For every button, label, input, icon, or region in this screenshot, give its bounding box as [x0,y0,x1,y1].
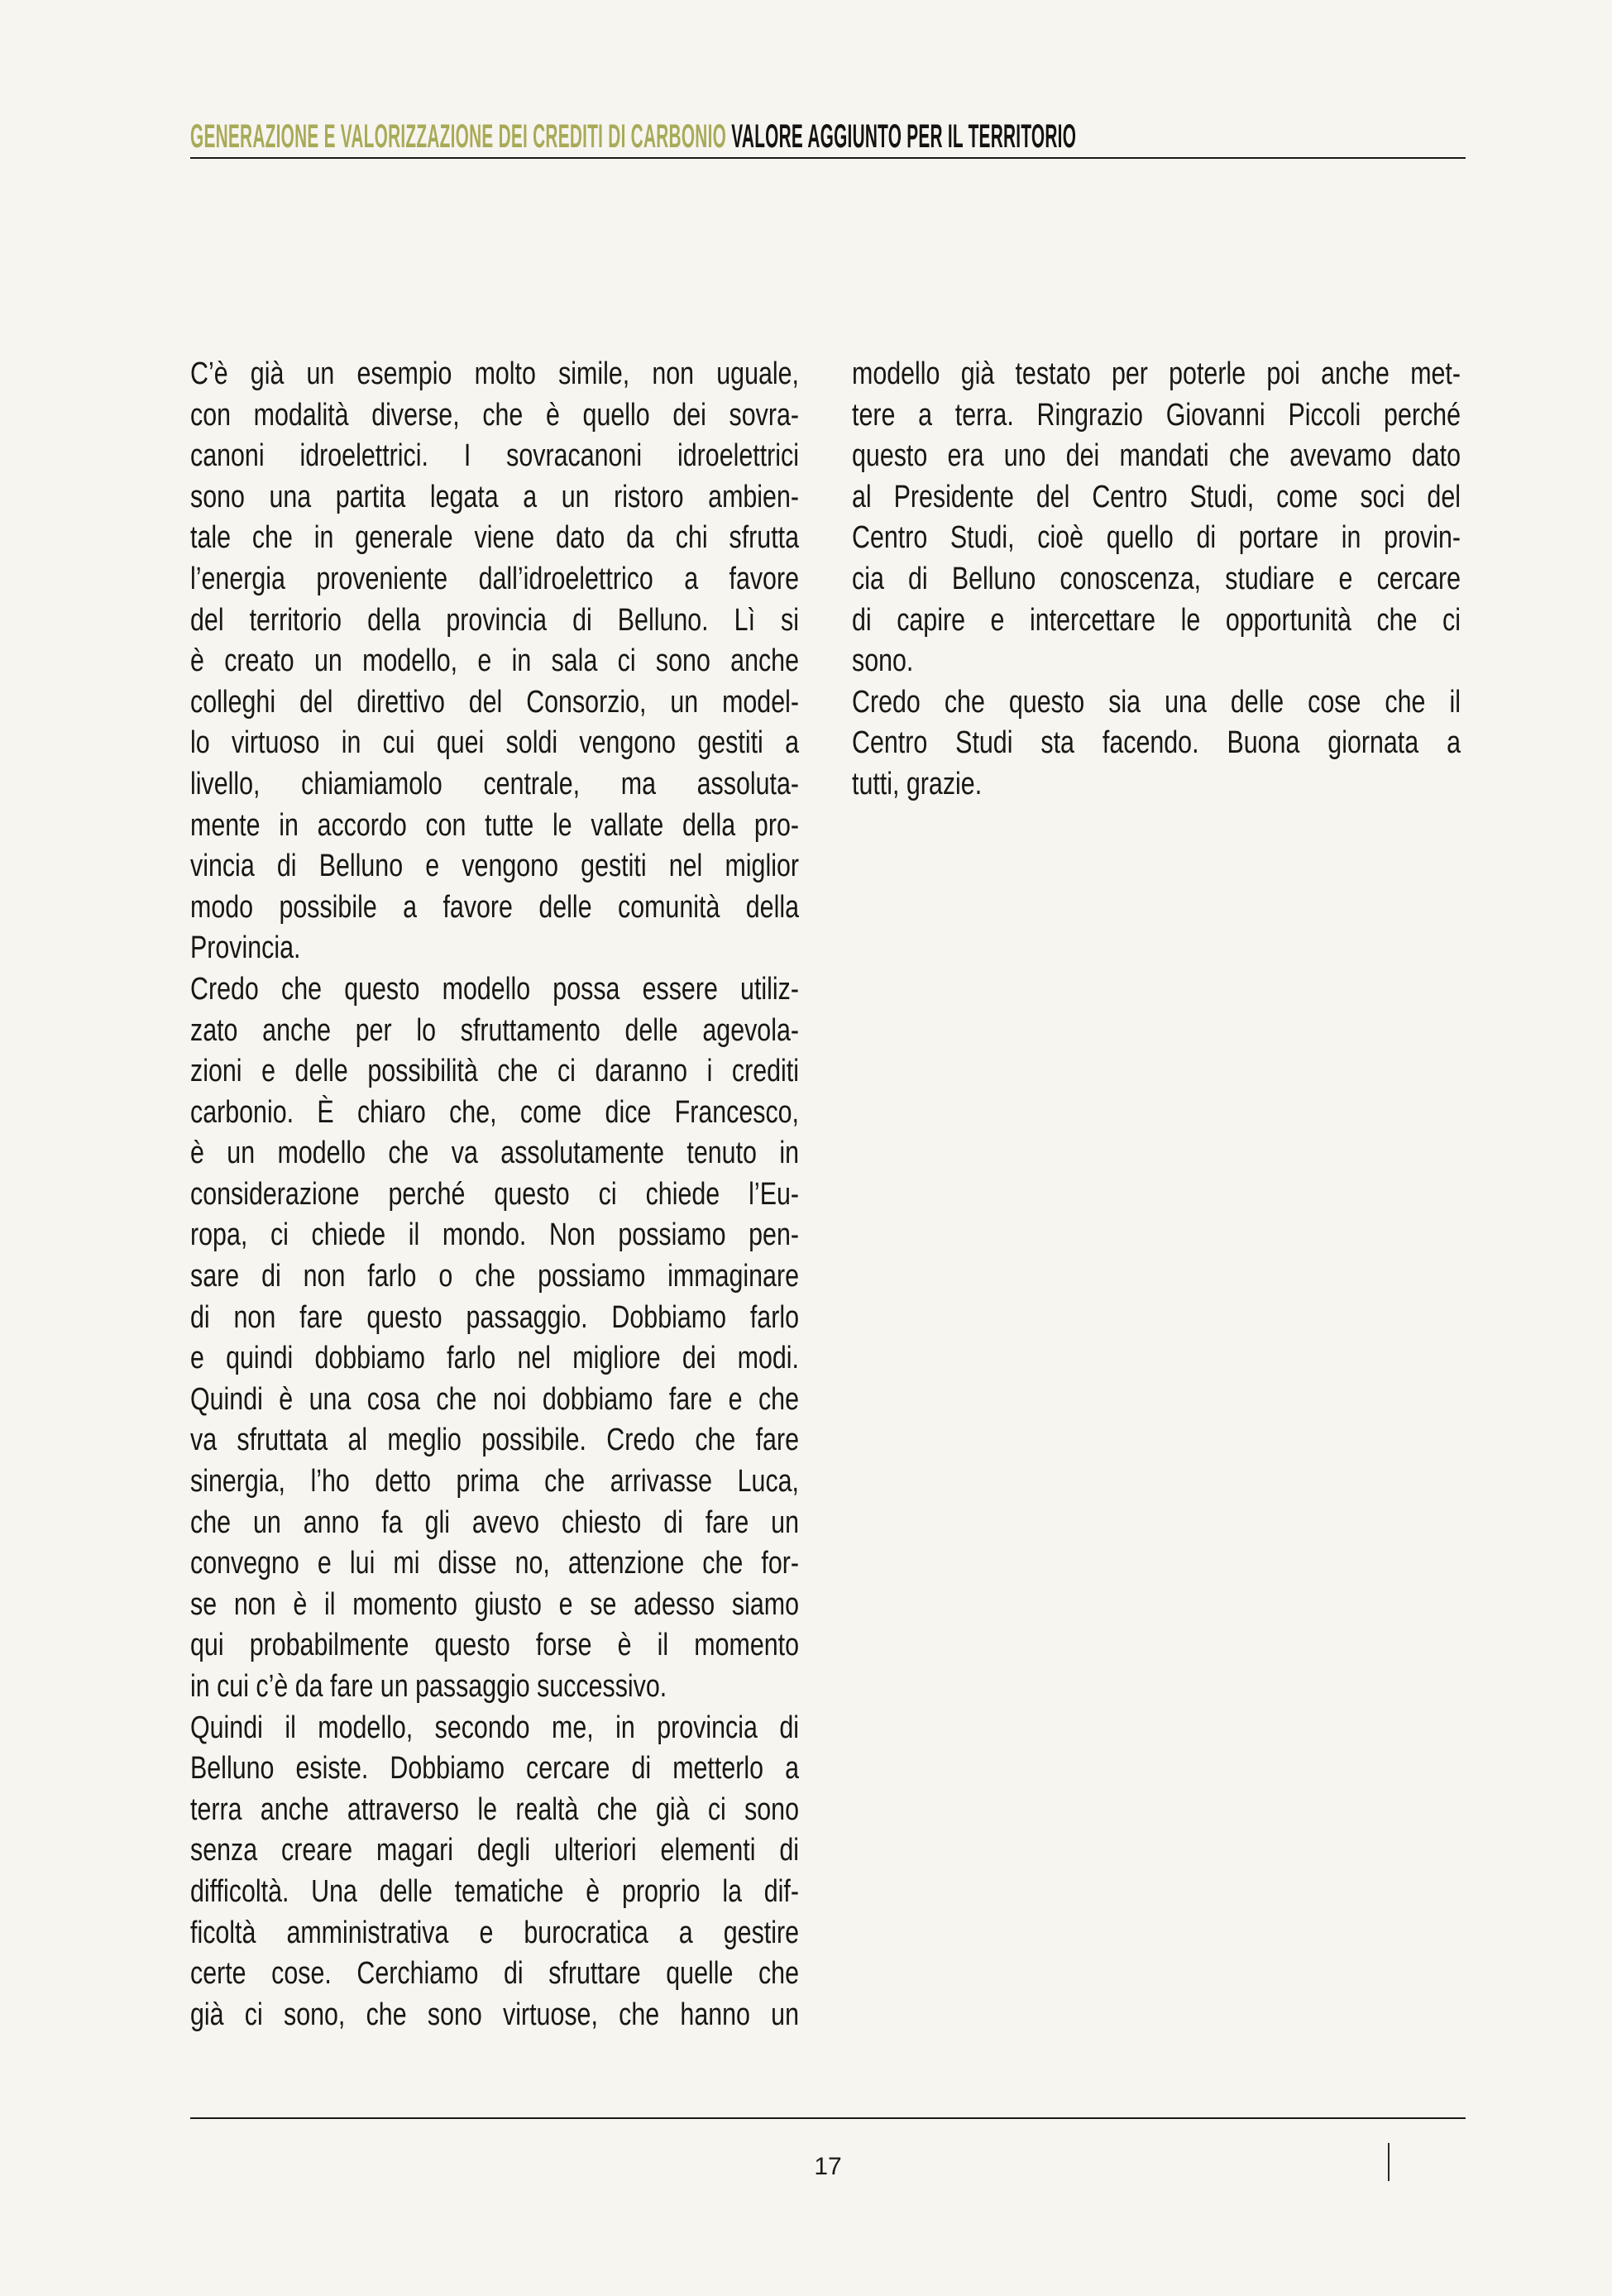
text-line: questo era uno dei mandati che avevamo dato [852,438,1461,474]
text-line: che un anno fa gli avevo chiesto di fare un [190,1504,799,1540]
text-line: se non è il momento giusto e se adesso siamo [190,1586,799,1622]
text-line: è creato un modello, e in sala ci sono anche [190,643,799,679]
text-line: di non fare questo passaggio. Dobbiamo farlo [190,1299,799,1335]
text-line: qui probabilmente questo forse è il momento [190,1628,799,1663]
text-line: Centro Studi, cioè quello di portare in provin- [852,520,1461,556]
text-line: Credo che questo modello possa essere utiliz- [190,971,799,1007]
text-line: va sfruttata al meglio possibile. Credo che fare [190,1423,799,1458]
text-line: del territorio della provincia di Belluno. Lì si [190,602,799,638]
running-header [190,120,1076,153]
text-line: canoni idroelettrici. I sovracanoni idroelettrici [190,438,799,474]
text-line: sinergia, l’ho detto prima che arrivasse Luca, [190,1464,799,1500]
text-line: sono una partita legata a un ristoro ambien- [190,479,799,514]
text-line: sare di non farlo o che possiamo immaginare [190,1259,799,1294]
text-line: in cui c’è da fare un passaggio successivo. [190,1669,667,1704]
text-line: vincia di Belluno e vengono gestiti nel miglior [190,849,799,884]
text-line: è un modello che va assolutamente tenuto in [190,1136,799,1171]
text-line: carbonio. È chiaro che, come dice Francesco, [190,1094,799,1130]
text-line: zioni e delle possibilità che ci daranno i crediti [190,1054,799,1089]
footer-tick-mark [1388,2143,1390,2181]
text-line: Provincia. [190,930,301,966]
text-line: senza creare magari degli ulteriori elementi di [190,1833,799,1868]
text-line: ficoltà amministrativa e burocratica a gestire [190,1915,799,1950]
text-line: Quindi il modello, secondo me, in provincia di [190,1710,799,1745]
text-line: terra anche attraverso le realtà che già ci sono [190,1791,799,1827]
text-line: di capire e intercettare le opportunità che ci [852,602,1461,638]
page-number: 17 [814,2153,842,2180]
text-line: convegno e lui mi disse no, attenzione che for- [190,1546,799,1581]
text-line: modo possibile a favore delle comunità della [190,889,799,925]
text-line: e quindi dobbiamo farlo nel migliore dei modi. [190,1341,799,1376]
header-rule [190,157,1466,159]
text-line: cia di Belluno conoscenza, studiare e cercare [852,561,1461,596]
text-line: livello, chiamiamolo centrale, ma assoluta- [190,766,799,801]
text-line: Centro Studi sta facendo. Buona giornata a [852,725,1461,761]
text-column-right [852,354,1461,806]
text-line: l’energia proveniente dall’idroelettrico a favore [190,561,799,596]
text-line: C’è già un esempio molto simile, non uguale, [190,356,799,391]
text-line: zato anche per lo sfruttamento delle agevola- [190,1012,799,1048]
text-line: lo virtuoso in cui quei soldi vengono gestiti a [190,725,799,761]
text-line: sono. [852,643,914,679]
text-line: mente in accordo con tutte le vallate della pro- [190,807,799,843]
text-line: difficoltà. Una delle tematiche è proprio la dif- [190,1873,799,1909]
text-line: tale che in generale viene dato da chi sfrutta [190,520,799,556]
text-line: Quindi è una cosa che noi dobbiamo fare e che [190,1381,799,1417]
text-line: tere a terra. Ringrazio Giovanni Piccoli perché [852,397,1461,433]
text-line: tutti, grazie. [852,766,983,801]
text-column-left [190,354,799,2035]
text-line: modello già testato per poterle poi anche met- [852,356,1461,391]
text-line: Credo che questo sia una delle cose che il [852,684,1461,720]
text-line: con modalità diverse, che è quello dei sovra- [190,397,799,433]
text-line: colleghi del direttivo del Consorzio, un model- [190,684,799,720]
running-header-chapter: GENERAZIONE E VALORIZZAZIONE DEI CREDITI DI CARBONIO [190,118,727,155]
text-line: ropa, ci chiede il mondo. Non possiamo pen- [190,1217,799,1253]
text-line: al Presidente del Centro Studi, come soci del [852,479,1461,514]
text-line: certe cose. Cerchiamo di sfruttare quelle che [190,1956,799,1992]
footer-rule [190,2117,1466,2119]
running-header-section: VALORE AGGIUNTO PER IL TERRITORIO [731,118,1077,155]
text-line: Belluno esiste. Dobbiamo cercare di metterlo a [190,1751,799,1787]
text-line: già ci sono, che sono virtuose, che hanno un [190,1997,799,2032]
text-line: considerazione perché questo ci chiede l’Eu- [190,1176,799,1212]
